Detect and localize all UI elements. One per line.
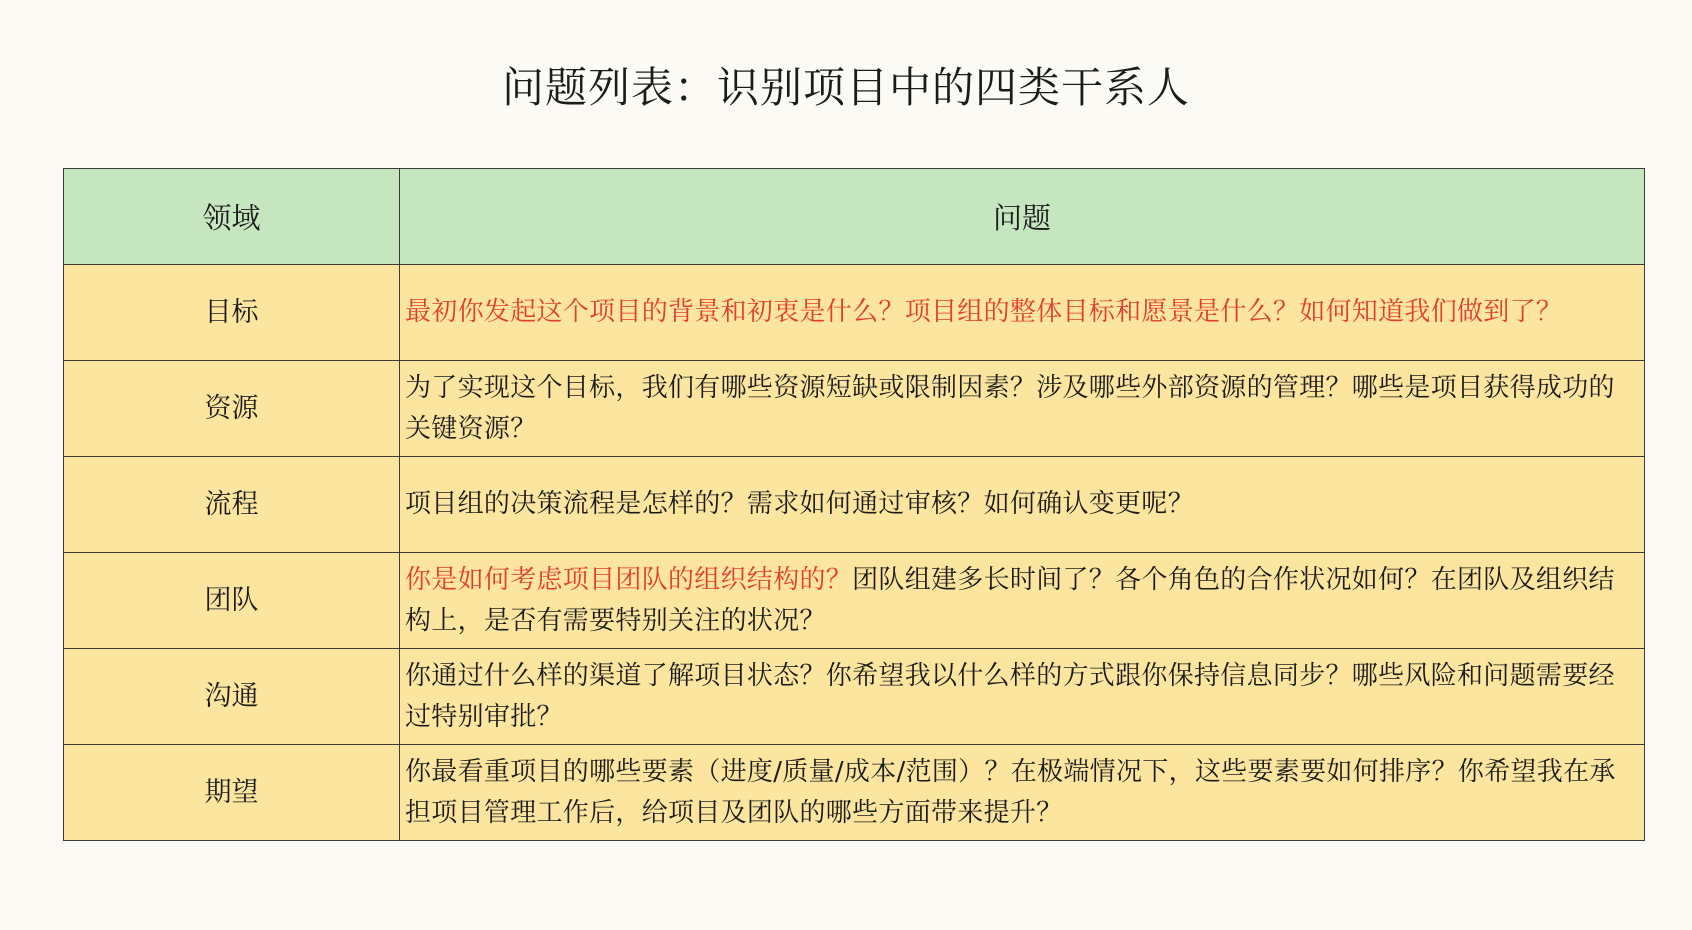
question-cell	[400, 265, 1645, 361]
question-cell	[400, 457, 1645, 553]
question-text: 项目组的决策流程是怎样的？需求如何通过审核？如何确认变更呢？	[405, 489, 1195, 519]
highlighted-question: 你是如何考虑项目团队的组织结构的？	[405, 564, 853, 595]
domain-cell: 资源	[64, 361, 400, 457]
question-cell	[400, 745, 1645, 841]
domain-cell: 团队	[64, 553, 400, 649]
issues-table	[63, 168, 1645, 841]
question-text: 你最看重项目的哪些要素（进度/质量/成本/范围）？在极端情况下，这些要素要如何排序？你希望我在承担项目管理工作后，给项目及团队的哪些方面带来提升？	[405, 756, 1616, 828]
domain-cell: 期望	[64, 745, 400, 841]
table-row	[64, 265, 1645, 361]
question-text: 为了实现这个目标，我们有哪些资源短缺或限制因素？涉及哪些外部资源的管理？哪些是项目获得成功的关键资源？	[405, 372, 1615, 444]
table-row	[64, 745, 1645, 841]
header-question: 问题	[400, 169, 1645, 265]
question-text: 你通过什么样的渠道了解项目状态？你希望我以什么样的方式跟你保持信息同步？哪些风险和问题需要经过特别审批？	[405, 660, 1615, 732]
highlighted-question: 最初你发起这个项目的背景和初衷是什么？项目组的整体目标和愿景是什么？如何知道我们做到了？	[405, 297, 1563, 327]
domain-cell: 流程	[64, 457, 400, 553]
table-row	[64, 553, 1645, 649]
header-domain: 领域	[64, 169, 400, 265]
question-cell	[400, 553, 1645, 649]
table-row	[64, 649, 1645, 745]
question-text: 团队组建多长时间了？各个角色的合作状况如何？在团队及组织结构上，是否有需要特别关注的状况？	[405, 564, 1615, 636]
domain-cell: 目标	[64, 265, 400, 361]
question-cell	[400, 361, 1645, 457]
table-header-row	[64, 169, 1645, 265]
table-row	[64, 361, 1645, 457]
page-title: 问题列表：识别项目中的四类干系人	[501, 63, 1190, 112]
table-row	[64, 457, 1645, 553]
domain-cell: 沟通	[64, 649, 400, 745]
question-cell	[400, 649, 1645, 745]
